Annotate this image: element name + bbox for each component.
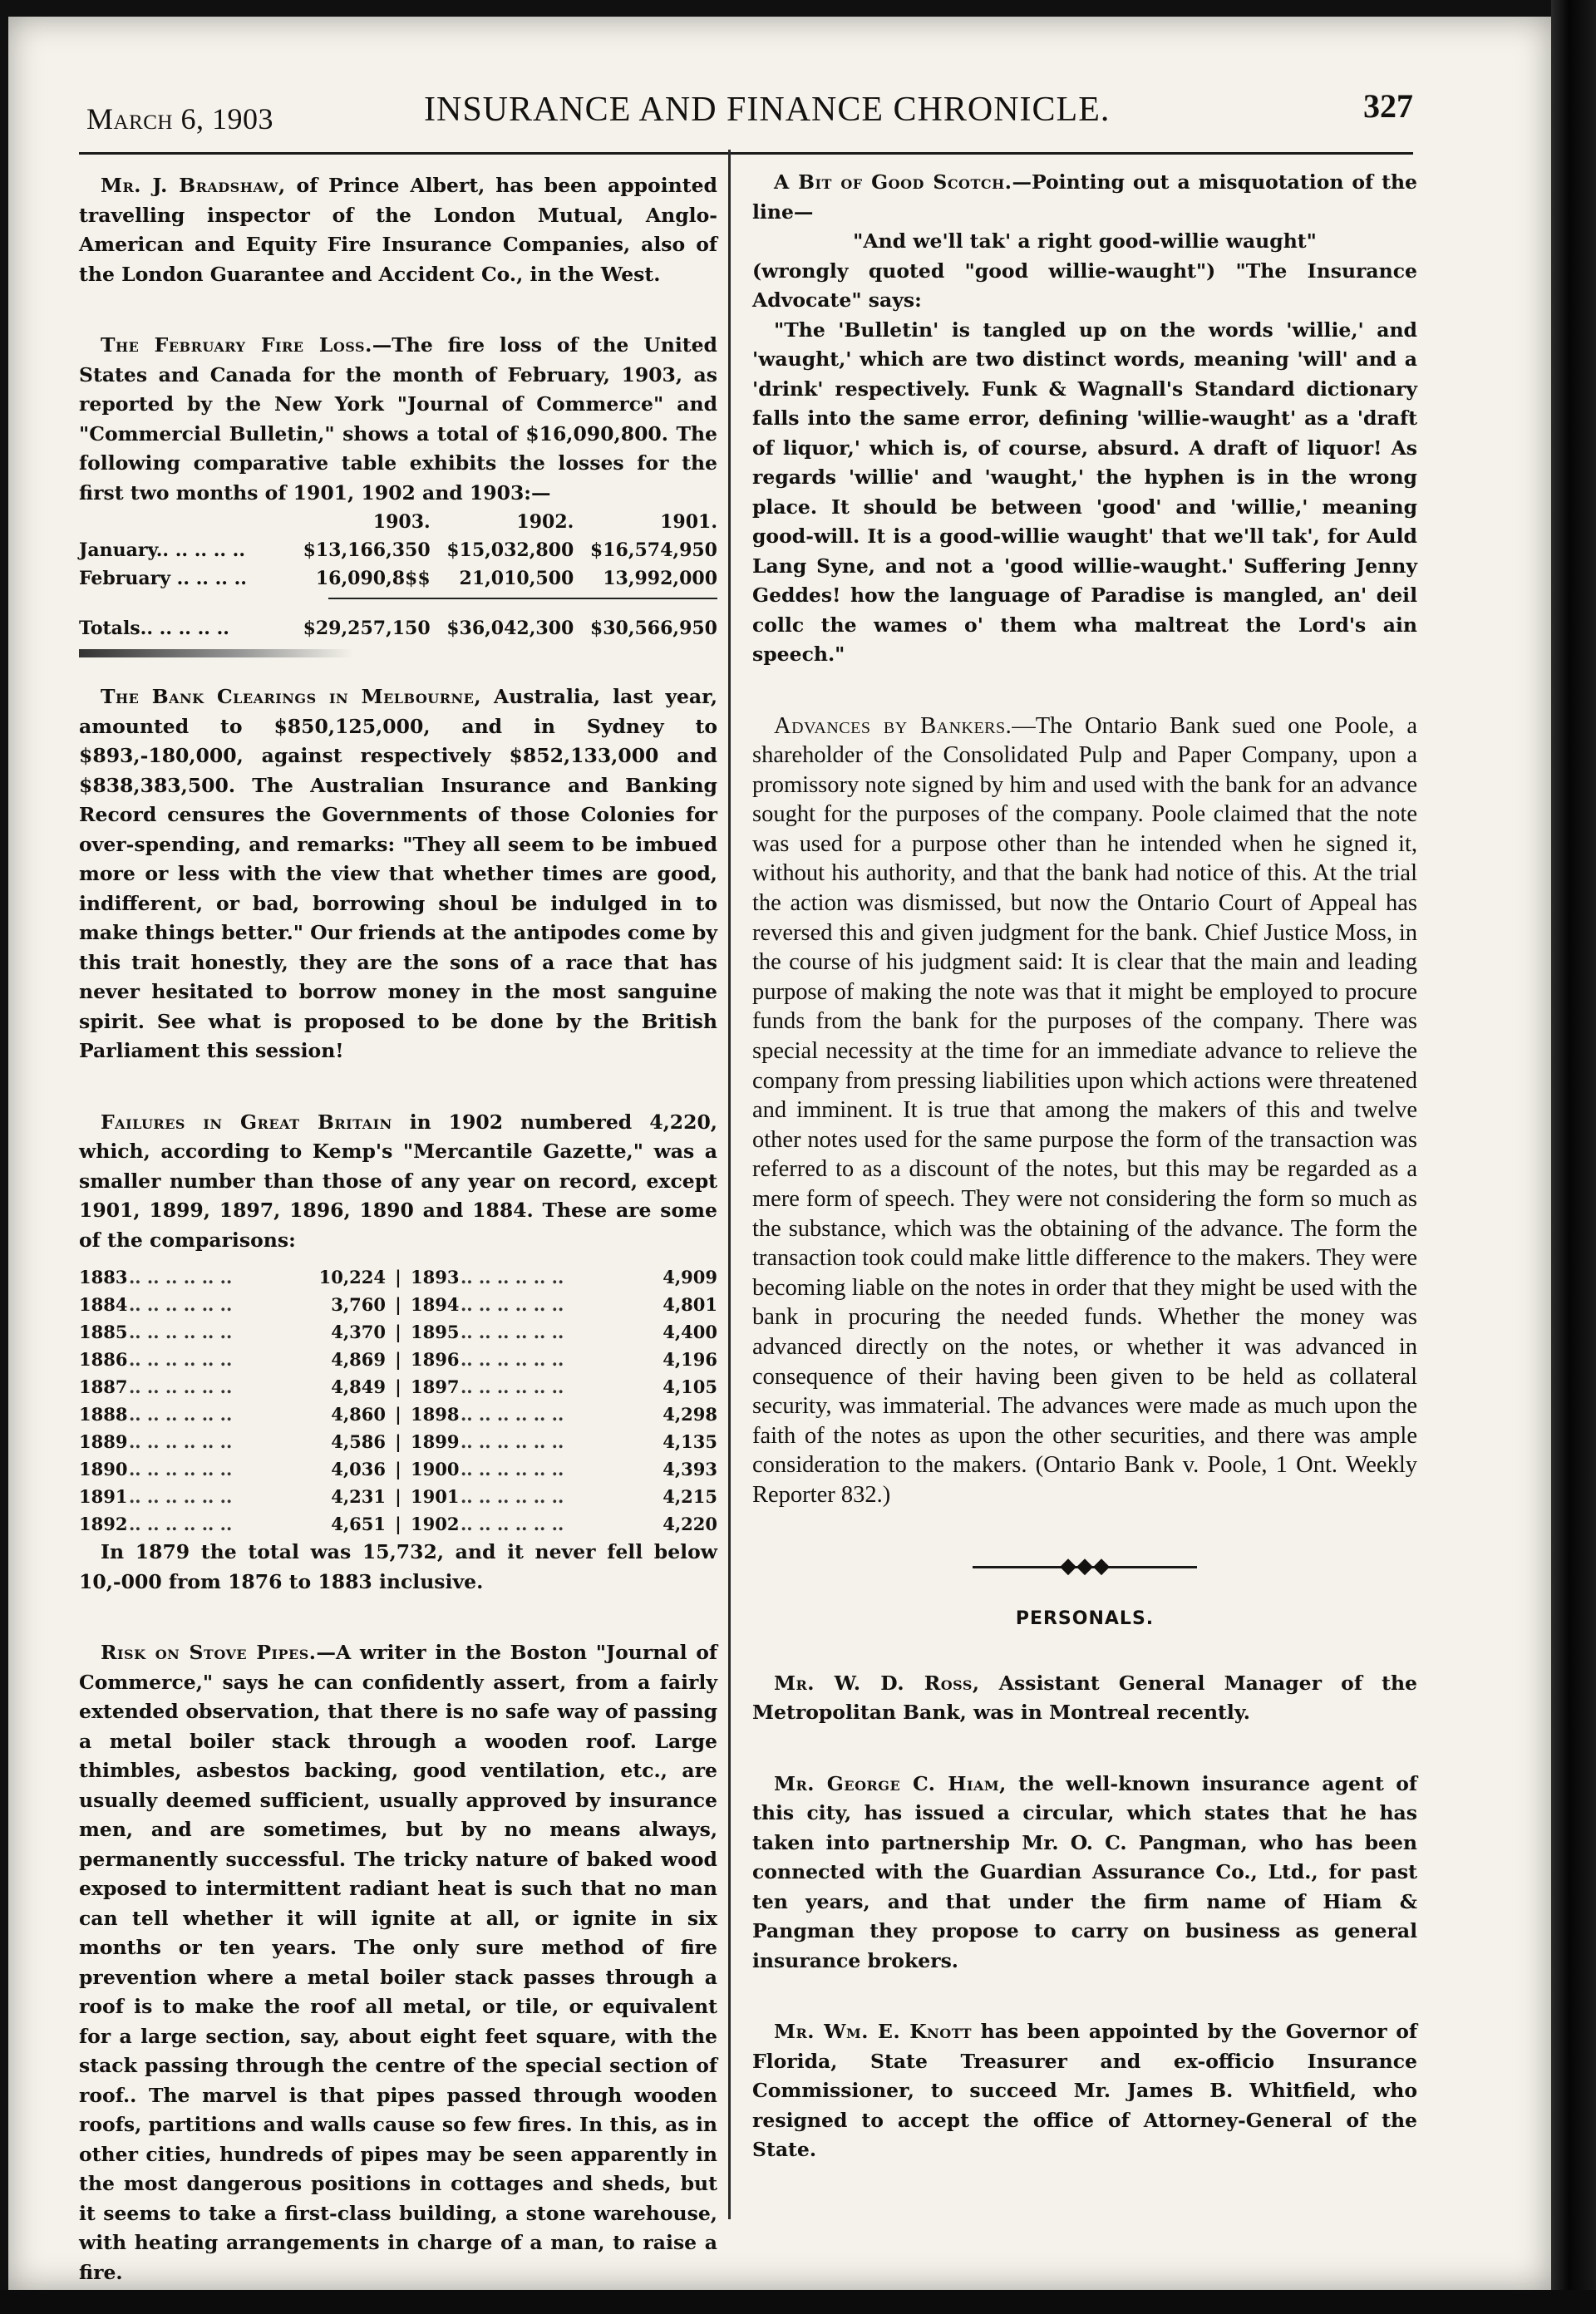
value-cell: 4,651 (331, 1514, 386, 1534)
column-separator: | (395, 1294, 401, 1315)
year-cell: 1893 (411, 1267, 460, 1287)
leader-dots: .. .. .. .. .. .. (129, 1349, 233, 1370)
value-cell: 4,909 (663, 1267, 717, 1287)
table-row (79, 1510, 717, 1538)
article-text: in 1902 numbered 4,220, which, according to Kemp's "Mercantile Gazette," was a smaller number than those of any year on record, except 1901, 1899, 1897, 1896, 1890 and 1884. These are some of the comparisons: (79, 1110, 717, 1252)
leader-dots: .. .. .. .. .. .. (461, 1514, 564, 1534)
year-cell: 1890 (79, 1459, 128, 1479)
year-cell: 1897 (411, 1376, 460, 1397)
article-bank-clearings (79, 682, 717, 1066)
table-row (79, 1455, 717, 1483)
fire-loss-totals (79, 614, 717, 643)
table-cell: $15,032,800 (446, 539, 574, 561)
value-cell: 4,196 (663, 1349, 717, 1370)
value-cell: 4,849 (331, 1376, 386, 1397)
totals-row (79, 614, 717, 643)
article-text: has been appointed by the Governor of Florida, State Treasurer and ex-officio Insurance Commissioner, to succeed Mr. James B. Whitfield, who resigned to accept the office of Attorney-General of the State. (752, 2020, 1417, 2162)
scan-edge-bottom (0, 2290, 1596, 2314)
article-lead: The Bank Clearings in Melbourne, (101, 685, 482, 708)
scotch-intro (752, 168, 1417, 227)
table-row (79, 1291, 717, 1318)
leader-dots: .. .. .. .. .. .. (461, 1486, 564, 1507)
value-cell: 4,801 (663, 1294, 717, 1315)
leader-dots: .. .. .. .. .. .. (129, 1376, 233, 1397)
article-text: —The fire loss of the United States and Canada for the month of February, 1903, as reported by the New York "Journal of Commerce" and "Commercial Bulletin," shows a total of $16,090,800. The following comparative table exhibits the losses for the first two months of 1901, 1902 and 1903:— (79, 333, 717, 505)
leader-dots: .. .. .. .. .. .. (129, 1514, 233, 1534)
column-separator: | (395, 1486, 401, 1507)
article-text: of Prince Albert, has been appointed travelling inspector of the London Mutual, Anglo-American and Equity Fire Insurance Companies, also of the London Guarantee and Accident Co., in the West. (79, 174, 717, 286)
value-cell: 4,860 (331, 1404, 386, 1425)
row-label: January.. .. .. .. .. (79, 539, 245, 561)
leader-dots: .. .. .. .. .. .. (129, 1459, 233, 1479)
table-row (79, 1401, 717, 1428)
leader-dots: .. .. .. .. .. .. (461, 1294, 564, 1315)
ornament-icon: ◆◆◆ (1060, 1553, 1110, 1578)
personal-item (752, 1770, 1417, 1977)
value-cell: 4,220 (663, 1514, 717, 1534)
quoted-line: "And we'll tak' a right good-willie waught" (853, 229, 1317, 253)
table-row (79, 1263, 717, 1291)
leader-dots: .. .. .. .. .. .. (461, 1349, 564, 1370)
failures-table (79, 1263, 717, 1538)
value-cell: 4,231 (331, 1486, 386, 1507)
leader-dots: .. .. .. .. .. .. (461, 1376, 564, 1397)
article-good-scotch (752, 158, 1417, 670)
table-cell: 21,010,500 (459, 568, 574, 589)
table-row (79, 1428, 717, 1455)
leader-dots: .. .. .. .. .. .. (461, 1267, 564, 1287)
year-cell: 1902 (411, 1514, 460, 1534)
column-header: 1901. (660, 511, 717, 533)
column-header: 1902. (516, 511, 574, 533)
leader-dots: .. .. .. .. .. .. (461, 1431, 564, 1452)
year-cell: 1894 (411, 1294, 460, 1315)
leader-dots: .. .. .. .. .. .. (461, 1322, 564, 1342)
sum-rule (328, 598, 717, 599)
year-cell: 1887 (79, 1376, 128, 1397)
value-cell: 3,760 (331, 1294, 386, 1315)
value-cell: 4,586 (331, 1431, 386, 1452)
value-cell: 4,298 (663, 1404, 717, 1425)
column-separator: | (395, 1349, 401, 1370)
year-cell: 1883 (79, 1267, 128, 1287)
year-cell: 1896 (411, 1349, 460, 1370)
row-label: February .. .. .. .. (79, 568, 247, 589)
leader-dots: .. .. .. .. .. .. (461, 1404, 564, 1425)
table-row (79, 564, 717, 593)
article-lead: Mr. Wm. E. Knott (774, 2020, 972, 2044)
leader-dots: .. .. .. .. .. .. (129, 1267, 233, 1287)
article-lead: Risk on Stove Pipes. (101, 1641, 317, 1664)
table-cell: $13,166,350 (303, 539, 431, 561)
year-cell: 1891 (79, 1486, 128, 1507)
article-text: —A writer in the Boston "Journal of Commerce," says he can confidently assert, from a fairly extended observation, that there is no safe way of passing a metal boiler stack through a wooden roof. Large thimbles, asbestos backing, good ventilation, etc., are usually deemed sufficient, usually approved by insurance men, and are sometimes, but by no means always, permanently successful. The tricky nature of baked wood exposed to intermittent radiant heat is such that no man can tell whether it will ignite at all, or ignite in six months or ten years. The only sure method of fire prevention where a metal boiler stack passes through a roof is to make the roof all metal, or tile, or equivalent for a large section, say, about eight feet square, with the stack passing through the centre of the special section of roof.. The marvel is that pipes passed through wooden roofs, partitions and walls cause so few fires. In this, as in other cities, hundreds of pipes may be seen apparently in the most dangerous positions in cottages and sheds, but it seems to take a first-class building, a stone warehouse, with heating arrangements in charge of a man, to raise a fire. (79, 1641, 717, 2284)
value-cell: 4,400 (663, 1322, 717, 1342)
table-cell: $30,566,950 (589, 618, 717, 639)
leader-dots: .. .. .. .. .. .. (129, 1431, 233, 1452)
year-cell: 1889 (79, 1431, 128, 1452)
section-divider (752, 1550, 1417, 1583)
article-text: the well-known insurance agent of this city, has issued a circular, which states that he has taken into partnership Mr. O. C. Pangman, who has been connected with the Guardian Assurance Co., Ltd., for past ten years, and that under the firm name of Hiam & Pangman they propose to carry on business as general insurance brokers. (752, 1771, 1417, 1972)
column-separator: | (395, 1267, 401, 1287)
table-cell: 13,992,000 (603, 568, 717, 589)
table-header-row (79, 508, 717, 536)
year-cell: 1888 (79, 1404, 128, 1425)
article-stove-pipes (79, 1638, 717, 2287)
year-cell: 1895 (411, 1322, 460, 1342)
table-row (79, 1483, 717, 1510)
article-text: —Pointing out a misquotation of the line— (752, 170, 1417, 224)
scotch-text: (wrongly quoted "good willie-waught") "The Insurance Advocate" says: (752, 258, 1417, 312)
value-cell: 4,215 (663, 1486, 717, 1507)
article-text: Assistant General Manager of the Metropolitan Bank, was in Montreal recently. (752, 1671, 1418, 1725)
table-row (79, 1318, 717, 1346)
leader-dots: .. .. .. .. .. .. (461, 1459, 564, 1479)
article-fire-loss (79, 331, 717, 508)
article-lead: Failures in Great Britain (101, 1110, 392, 1134)
value-cell: 4,105 (663, 1376, 717, 1397)
year-cell: 1898 (411, 1404, 460, 1425)
value-cell: 4,036 (331, 1459, 386, 1479)
column-separator: | (395, 1404, 401, 1425)
scotch-quote-body: "The 'Bulletin' is tangled up on the words 'willie,' and 'waught,' which are two distinct words, meaning 'will' and a 'drink' respectively. Funk & Wagnall's Standard dictionary falls into the same error, defining 'willie-waught' as a 'draft of liquor,' which is, of course, absurd. A draft of liquor! As regards 'willie' and 'waught,' the hyphen is in the wrong place. It should be between 'good' and 'willie,' meaning good-will. It is a good-willie waught' that we'll tak', for Auld Lang Syne, and not a 'good willie-waught.' Suffering Jenny Geddes! how the language of Paradise is mangled, an' deil collc the wames o' them wha maltreat the Lord's ain speech." (752, 318, 1417, 666)
right-column (752, 158, 1417, 2165)
scan-edge-right (1551, 0, 1596, 2314)
leader-dots: .. .. .. .. .. .. (129, 1486, 233, 1507)
page-number: 327 (1363, 87, 1413, 125)
fire-loss-table (79, 508, 717, 593)
article-advances (752, 711, 1417, 1510)
column-separator: | (395, 1322, 401, 1342)
year-cell: 1892 (79, 1514, 128, 1534)
table-row (79, 536, 717, 564)
article-lead: Mr. George C. Hiam, (774, 1771, 1007, 1795)
year-cell: 1901 (411, 1486, 460, 1507)
value-cell: 4,393 (663, 1459, 717, 1479)
year-cell: 1900 (411, 1459, 460, 1479)
table-cell: $36,042,300 (446, 618, 574, 639)
column-separator: | (395, 1459, 401, 1479)
value-cell: 4,135 (663, 1431, 717, 1452)
table-row (79, 1346, 717, 1373)
article-lead: The February Fire Loss. (101, 333, 372, 357)
year-cell: 1884 (79, 1294, 128, 1315)
table-cell: $29,257,150 (303, 618, 431, 639)
table-cell: 16,090,8$$ (315, 568, 431, 589)
article-text: —The Ontario Bank sued one Poole, a shareholder of the Consolidated Pulp and Paper Company, upon a promissory note signed by him and used with the bank for an advance sought for the purposes of the company. Poole claimed that the note was used for a purpose other than he intended when he signed it, without his authority, and that the bank had notice of this. At the trial the action was dismissed, but now the Ontario Court of Appeal has reversed this and given judgment for the bank. Chief Justice Moss, in the course of his judgment said: It is clear that the main and leading purpose of making the note was that it might be employed to procure funds from the bank for the purposes of the company. There was special necessity at the time for an immediate advance to relieve the company from pressing liabilities upon which actions were threatened and imminent. It is true that among the makers of this and twelve other notes used for the same purpose the form of the transaction was referred to as a discount of the notes, but this may be regarded as a mere form of speech. They were not considering the form so much as the substance, which was the obtaining of the advance. The form the transaction took could make little difference to the makers. They were becoming liable on the notes in order that they might be used with the bank in procuring the needed funds. Whether the money was advanced directly on the notes, or whether it was advanced in consequence of their having been given to be held as collateral security, was immaterial. The advances were made as much upon the faith of the notes as upon the other securities, and there was ample consideration to the makers. (Ontario Bank v. Poole, 1 Ont. Weekly Reporter 832.) (752, 712, 1417, 1508)
column-separator: | (395, 1514, 401, 1534)
article-lead: A Bit of Good Scotch. (774, 170, 1012, 194)
row-label: Totals.. .. .. .. .. (79, 618, 229, 639)
advances-text (752, 711, 1417, 1510)
article-lead: Mr. J. Bradshaw, (101, 174, 286, 197)
table-cell: $16,574,950 (589, 539, 717, 561)
article-lead: Advances by Bankers. (774, 712, 1012, 739)
header-rule (79, 152, 1413, 155)
year-cell: 1886 (79, 1349, 128, 1370)
article-text: Australia, last year, amounted to $850,125,000, and in Sydney to $893,-180,000, against respectively $852,133,000 and $838,383,500. The Australian Insurance and Banking Record censures the Governments of those Colonies for over-spending, and remarks: "They all seem to be imbued more or less with the view that whether times are good, indifferent, or bad, borrowing shoul be indulged in to make things better." Our friends at the antipodes come by this trait honestly, they are the sons of a race that has never hesitated to borrow money in the most sanguine spirit. See what is proposed to be done by the British Parliament this session! (79, 685, 717, 1062)
personal-item (752, 2017, 1417, 2165)
ink-smudge (79, 649, 353, 657)
value-cell: 4,869 (331, 1349, 386, 1370)
personals-section (752, 1608, 1417, 2165)
table-row (79, 1373, 717, 1401)
leader-dots: .. .. .. .. .. .. (129, 1322, 233, 1342)
column-separator: | (395, 1431, 401, 1452)
column-rule (728, 150, 731, 2219)
leader-dots: .. .. .. .. .. .. (129, 1294, 233, 1315)
year-cell: 1885 (79, 1322, 128, 1342)
value-cell: 10,224 (318, 1267, 386, 1287)
section-title: PERSONALS. (1015, 1607, 1155, 1629)
failures-footer: In 1879 the total was 15,732, and it never fell below 10,-000 from 1876 to 1883 inclusive. (79, 1540, 717, 1593)
column-header: 1903. (372, 511, 431, 533)
article-bradshaw (79, 171, 717, 289)
personal-item (752, 1669, 1417, 1728)
issue-date: March 6, 1903 (86, 102, 273, 135)
value-cell: 4,370 (331, 1322, 386, 1342)
publication-title: INSURANCE AND FINANCE CHRONICLE. (424, 91, 1111, 129)
page-header (75, 83, 1413, 141)
leader-dots: .. .. .. .. .. .. (129, 1404, 233, 1425)
left-column (79, 158, 717, 2287)
article-lead: Mr. W. D. Ross, (774, 1671, 980, 1695)
column-separator: | (395, 1376, 401, 1397)
article-failures (79, 1108, 717, 1256)
year-cell: 1899 (411, 1431, 460, 1452)
